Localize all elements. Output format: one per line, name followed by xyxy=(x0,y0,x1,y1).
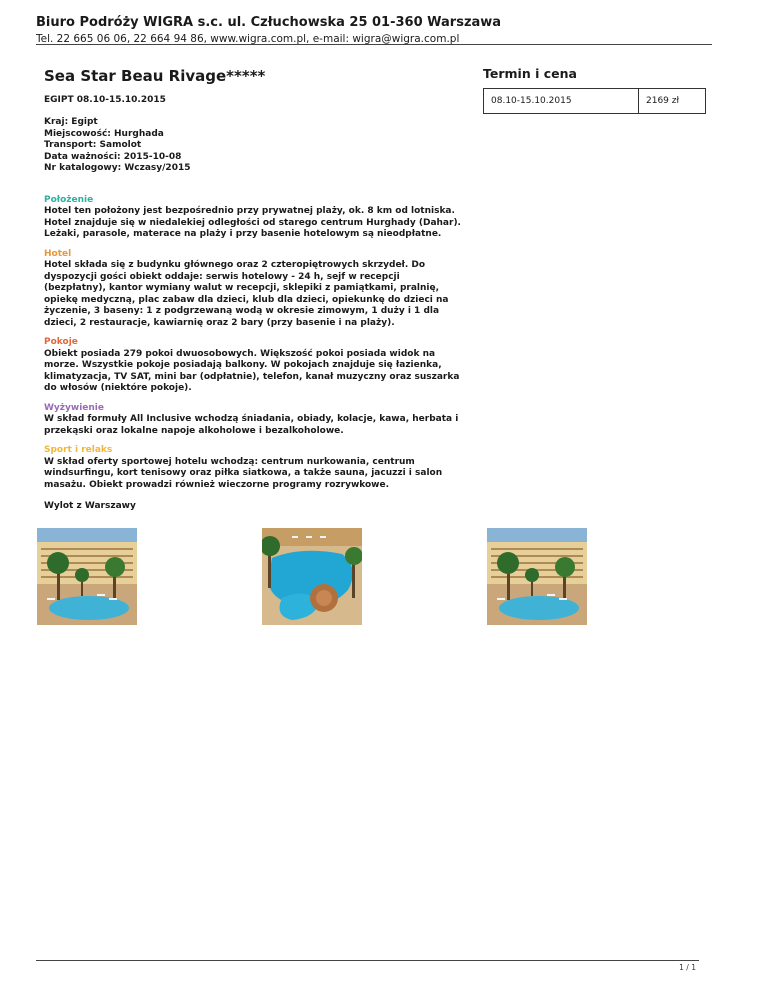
header-divider xyxy=(36,44,712,45)
section-text: Hotel ten położony jest bezpośrednio przy prywatnej plaży, ok. 8 km od lotniska. Hotel znajduje się w niedalekiej odległości od starego centrum Hurghady (Dahar). Leżaki, parasole, materace na plaży i przy basenie hotelowym są nieodpłatne. xyxy=(44,206,461,239)
term-price: 2169 zł xyxy=(639,89,706,114)
meta-country: Kraj: Egipt xyxy=(44,117,98,127)
table-row xyxy=(484,89,706,114)
section-location xyxy=(44,195,464,241)
meta-valid-date: Data ważności: 2015-10-08 xyxy=(44,151,182,162)
page-number: 1 / 1 xyxy=(679,963,696,972)
terms-table xyxy=(483,88,706,114)
section-board xyxy=(44,403,464,438)
hotel-pool-photo xyxy=(37,528,137,625)
offer-meta xyxy=(44,117,464,175)
section-text: W skład oferty sportowej hotelu wchodzą: centrum nurkowania, centrum windsurfingu, kort tenisowy oraz piłka siatkowa, a także sauna, jacuzzi i salon masażu. Obiekt prowadzi również wieczorne programy rozrywkowe. xyxy=(44,456,443,490)
page-header xyxy=(36,14,712,47)
offer-dates: EGIPT 08.10-15.10.2015 xyxy=(44,95,166,105)
section-text: Obiekt posiada 279 pokoi dwuosobowych. Większość pokoi posiada widok na morze. Wszystkie pokoje posiadają balkony. W pokojach znajduje się łazienka, klimatyzacja, TV SAT, mini bar (odpłatnie), telefon, kanał muzyczny oraz suszarka do włosów (niektóre pokoje). xyxy=(44,348,460,393)
departure-info: Wylot z Warszawy xyxy=(44,501,136,511)
section-text: W skład formuły All Inclusive wchodzą śniadania, obiady, kolacje, kawa, herbata i przekąski oraz lokalne napoje alkoholowe i bezalkoholowe. xyxy=(44,414,459,436)
section-heading: Pokoje xyxy=(44,337,78,347)
section-heading: Położenie xyxy=(44,194,94,205)
section-heading: Hotel xyxy=(44,248,72,259)
hotel-pool-photo xyxy=(487,528,587,625)
company-contact: Tel. 22 665 06 06, 22 664 94 86, www.wigra.com.pl, e-mail: wigra@wigra.com.pl xyxy=(36,33,460,45)
terms-panel xyxy=(483,66,707,114)
pool-aerial-photo xyxy=(262,528,362,625)
section-text: Hotel składa się z budynku głównego oraz 2 czteropiętrowych skrzydeł. Do dyspozycji gości obiekt oddaje: serwis hotelowy - 24 h, sejf w recepcji (bezpłatny), kantor wymiany walut w recepcji, sklepiki z pamiątkami, pralnię, opiekę medyczną, plac zabaw dla dzieci, klub dla dzieci, opiekunkę do dzieci na życzenie, 3 baseny: 1 z podgrzewaną wodą w okresie zimowym, 1 duży i 1 dla dzieci, 2 restauracje, kawiarnię oraz 2 bary (przy basenie i na plaży). xyxy=(44,260,449,328)
company-name: Biuro Podróży WIGRA s.c. ul. Człuchowska 25 01-360 Warszawa xyxy=(36,15,502,30)
meta-location: Miejscowość: Hurghada xyxy=(44,128,164,139)
section-heading: Wyżywienie xyxy=(44,402,104,413)
footer-divider xyxy=(36,960,699,961)
hotel-title: Sea Star Beau Rivage***** xyxy=(44,67,266,85)
section-heading: Sport i relaks xyxy=(44,445,113,455)
section-sport xyxy=(44,445,464,491)
offer-details xyxy=(44,66,464,511)
section-hotel xyxy=(44,249,464,330)
section-rooms xyxy=(44,337,464,395)
terms-heading: Termin i cena xyxy=(483,66,577,81)
meta-catalog-number: Nr katalogowy: Wczasy/2015 xyxy=(44,163,191,173)
term-dates: 08.10-15.10.2015 xyxy=(484,89,639,114)
meta-transport: Transport: Samolot xyxy=(44,140,142,150)
